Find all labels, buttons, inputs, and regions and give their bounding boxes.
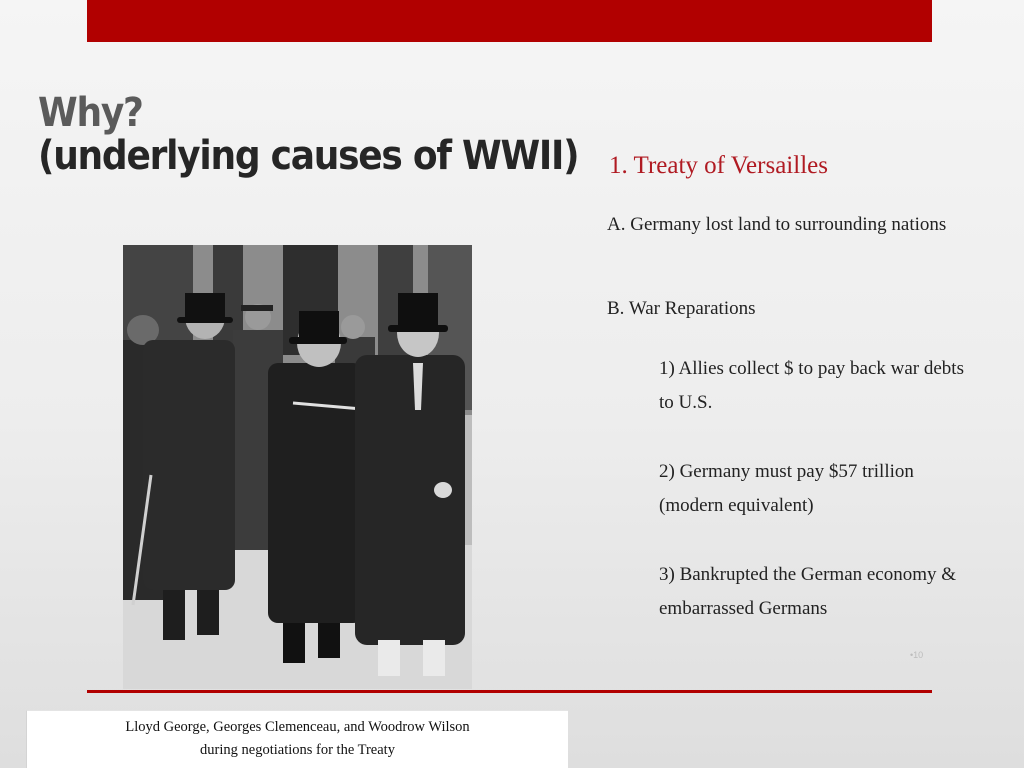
section-heading: 1. Treaty of Versailles: [609, 152, 828, 179]
slide-title-line2: (underlying causes of WWII): [38, 133, 579, 180]
bottom-accent-line: [87, 690, 932, 693]
caption-line1: Lloyd George, Georges Clemenceau, and Woodrow Wilson: [125, 719, 470, 735]
top-accent-bar: [87, 0, 932, 42]
sub-point-2: 2) Germany must pay $57 trillion (modern equivalent): [659, 461, 914, 516]
slide-title-line1: Why?: [38, 90, 143, 136]
point-b-text: B. War Reparations: [607, 298, 756, 319]
sub-point-1: 1) Allies collect $ to pay back war debts to U.S.: [659, 358, 964, 413]
sub-point-3: 3) Bankrupted the German economy & embarrassed Germans: [659, 564, 957, 619]
caption-line2: during negotiations for the Treaty: [200, 742, 395, 758]
slide-number: •10: [910, 650, 924, 660]
point-a-text: A. Germany lost land to surrounding nations: [607, 214, 947, 235]
photo-caption: [26, 710, 568, 768]
historical-photo: [123, 245, 472, 689]
slide-title: [38, 92, 578, 178]
